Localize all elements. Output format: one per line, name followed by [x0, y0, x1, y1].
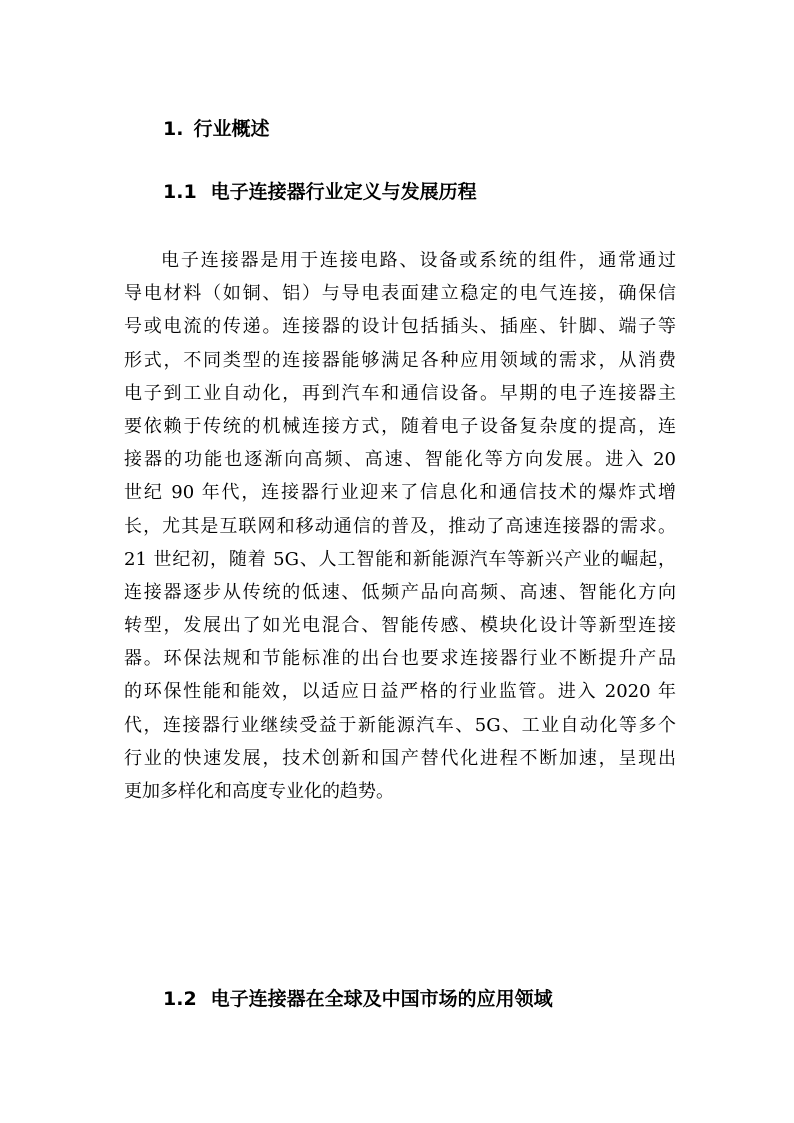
section-1-2-title: 电子连接器在全球及中国市场的应用领域: [210, 988, 553, 1010]
section-1-heading: [163, 115, 269, 143]
paragraph-line: 长，尤其是互联网和移动通信的普及，推动了高速连接器的需求。: [124, 515, 676, 537]
paragraph-line: 电子到工业自动化，再到汽车和通信设备。早期的电子连接器主: [124, 382, 676, 404]
section-1-2-heading: [163, 985, 553, 1013]
paragraph-line: 器。环保法规和节能标准的出台也要求连接器行业不断提升产品: [124, 648, 676, 670]
paragraph-line: 行业的快速发展，技术创新和国产替代化进程不断加速，呈现出: [124, 747, 676, 769]
paragraph-line: 21 世纪初，随着 5G、人工智能和新能源汽车等新兴产业的崛起，: [124, 548, 676, 570]
section-1-2-number: 1.2: [163, 988, 197, 1010]
paragraph-line: 连接器逐步从传统的低速、低频产品向高频、高速、智能化方向: [124, 581, 676, 603]
paragraph-line: 要依赖于传统的机械连接方式，随着电子设备复杂度的提高，连: [124, 415, 676, 437]
paragraph-line: 电子连接器是用于连接电路、设备或系统的组件，通常通过: [161, 250, 676, 271]
paragraph-line: 更加多样化和高度专业化的趋势。: [124, 781, 394, 802]
body-paragraph: [124, 244, 676, 808]
paragraph-line: 转型，发展出了如光电混合、智能传感、模块化设计等新型连接: [124, 615, 676, 637]
paragraph-line: 的环保性能和能效，以适应日益严格的行业监管。进入 2020 年: [124, 681, 676, 703]
paragraph-line: 导电材料（如铜、铝）与导电表面建立稳定的电气连接，确保信: [124, 283, 676, 305]
section-1-number: 1.: [163, 118, 184, 140]
paragraph-line: 代，连接器行业继续受益于新能源汽车、5G、工业自动化等多个: [124, 714, 676, 736]
paragraph-line: 接器的功能也逐渐向高频、高速、智能化等方向发展。进入 20: [124, 449, 676, 471]
section-1-1-title: 电子连接器行业定义与发展历程: [210, 181, 477, 203]
section-1-1-heading: [163, 178, 477, 206]
paragraph-line: 号或电流的传递。连接器的设计包括插头、插座、针脚、端子等: [124, 316, 676, 338]
section-1-1-number: 1.1: [163, 181, 197, 203]
paragraph-line: 形式，不同类型的连接器能够满足各种应用领域的需求，从消费: [124, 349, 676, 371]
paragraph-line: 世纪 90 年代，连接器行业迎来了信息化和通信技术的爆炸式增: [124, 482, 676, 504]
section-1-title: 行业概述: [193, 118, 270, 140]
